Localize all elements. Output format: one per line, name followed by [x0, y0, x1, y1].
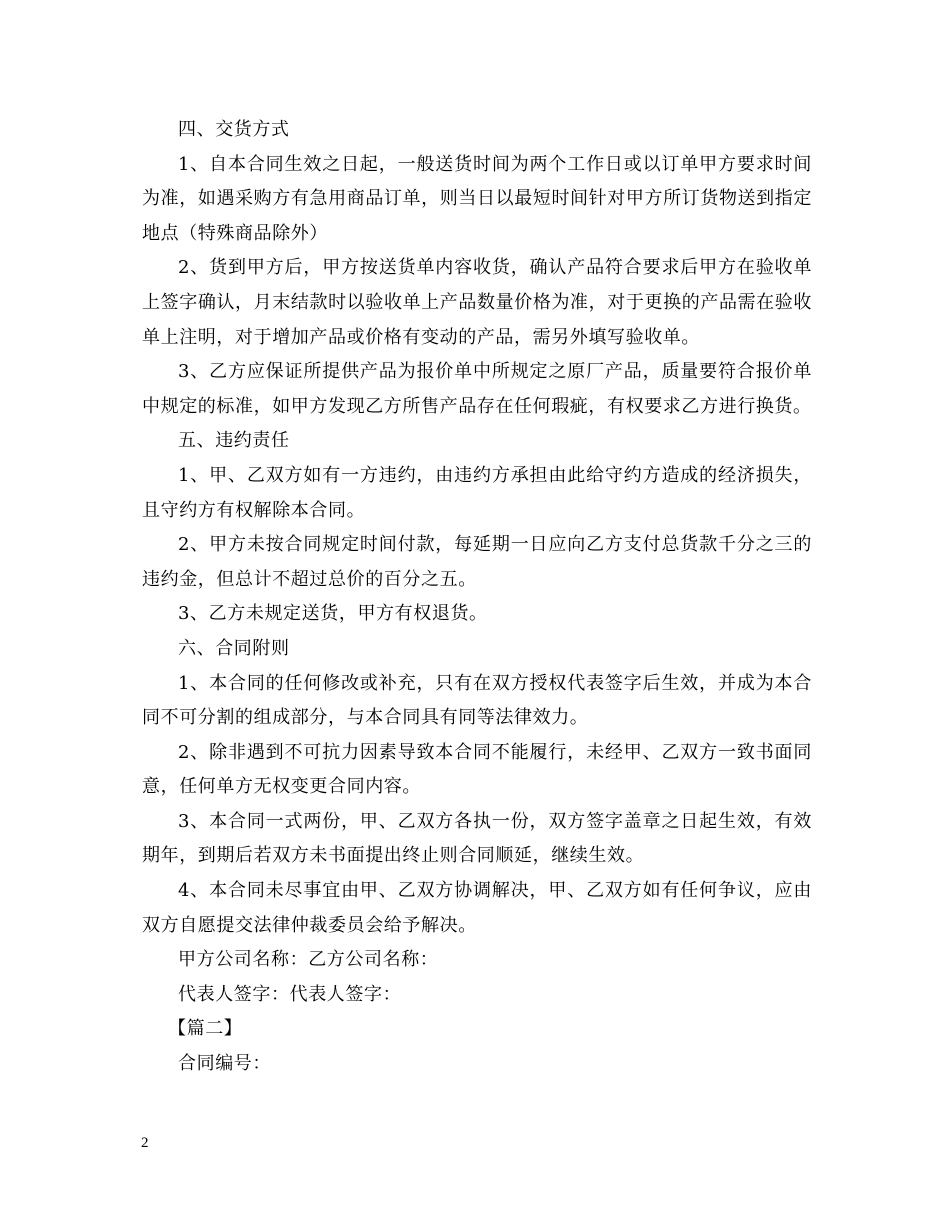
paragraph-supplementary-2: 2、除非遇到不可抗力因素导致本合同不能履行，未经甲、乙双方一致书面同意，任何单方无权变更合同内容。: [142, 741, 812, 798]
contract-number-line: 合同编号：: [178, 1053, 271, 1075]
document-body: [142, 113, 812, 1082]
paragraph-liability-3: 3、乙方未规定送货，甲方有权退货。: [178, 603, 488, 625]
paragraph-delivery-1: 1、自本合同生效之日起，一般送货时间为两个工作日或以订单甲方要求时间为准，如遇采购方有急用商品订单，则当日以最短时间针对甲方所订货物送到指定地点（特殊商品除外）: [142, 153, 812, 244]
part-two-heading: 【篇二】: [168, 1018, 243, 1040]
page-number: 2: [141, 1135, 149, 1151]
paragraph-delivery-3: 3、乙方应保证所提供产品为报价单中所规定之原厂产品，质量要符合报价单中规定的标准，如甲方发现乙方所售产品存在任何瑕疵，有权要求乙方进行换货。: [142, 361, 812, 417]
paragraph-liability-2: 2、甲方未按合同规定时间付款，每延期一日应向乙方支付总货款千分之三的违约金，但总计不超过总价的百分之五。: [142, 534, 812, 590]
paragraph-supplementary-1: 1、本合同的任何修改或补充，只有在双方授权代表签字后生效，并成为本合同不可分割的组成部分，与本合同具有同等法律效力。: [142, 672, 812, 729]
company-names-line: 甲方公司名称：乙方公司名称：: [178, 949, 439, 971]
paragraph-delivery-2: 2、货到甲方后，甲方按送货单内容收货，确认产品符合要求后甲方在验收单上签字确认，月末结款时以验收单上产品数量价格为准，对于更换的产品需在验收单上注明，对于增加产品或价格有变动的产品，需另外填写验收单。: [142, 257, 812, 348]
section-heading-liability: 五、违约责任: [178, 430, 290, 452]
section-heading-supplementary: 六、合同附则: [178, 637, 290, 659]
paragraph-supplementary-3: 3、本合同一式两份，甲、乙双方各执一份，双方签字盖章之日起生效，有效期年，到期后若双方未书面提出终止则合同顺延，继续生效。: [142, 810, 812, 867]
section-heading-delivery: 四、交货方式: [178, 119, 290, 140]
paragraph-supplementary-4: 4、本合同未尽事宜由甲、乙双方协调解决，甲、乙双方如有任何争议，应由双方自愿提交法律仲裁委员会给予解决。: [142, 880, 812, 936]
paragraph-liability-1: 1、甲、乙双方如有一方违约，由违约方承担由此给守约方造成的经济损失，且守约方有权解除本合同。: [142, 464, 812, 521]
representative-signature-line: 代表人签字：代表人签字：: [178, 983, 402, 1005]
